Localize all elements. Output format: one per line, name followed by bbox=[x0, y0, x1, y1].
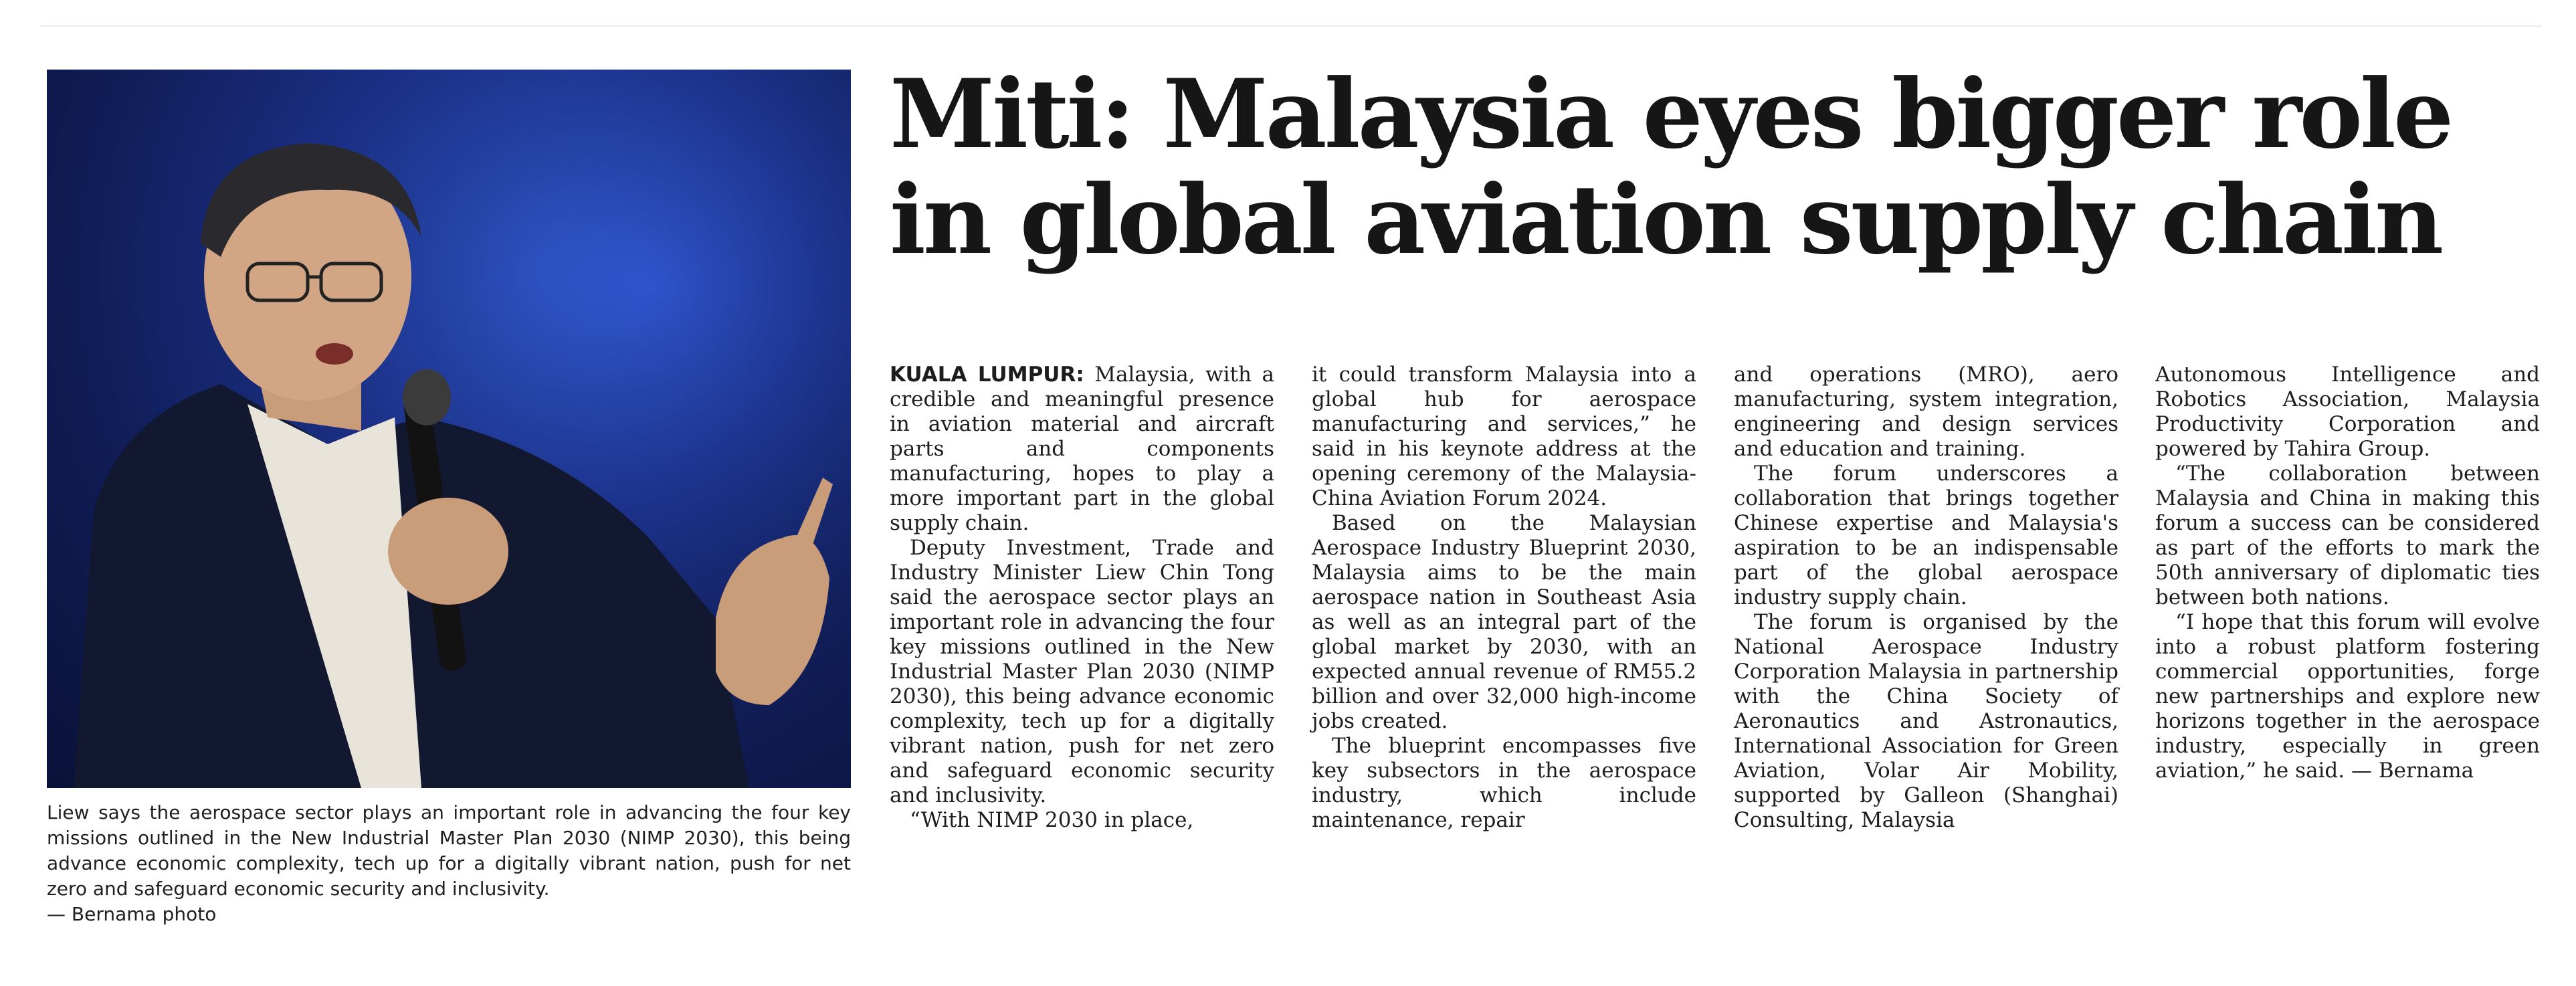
article-column-1 bbox=[890, 363, 1274, 833]
photo-caption bbox=[47, 800, 851, 927]
news-photo bbox=[47, 70, 851, 788]
headline-line-2: in global aviation supply chain bbox=[890, 165, 2442, 276]
headline-line-1: Miti: Malaysia eyes bigger role bbox=[890, 59, 2452, 170]
article-paragraph: The forum is organised by the National Aerospace Industry Corporation Malaysia in partnership with the China Society of Aeronautics and Astronautics, International Association for Green Aviation, Volar Air Mobility, supported by Galleon (Shanghai) Consulting, Malaysia bbox=[1734, 610, 2118, 832]
article-paragraph: Deputy Investment, Trade and Industry Minister Liew Chin Tong said the aerospace sector plays an important role in advancing the four key missions outlined in the New Industrial Master Plan 2030 (NIMP 2030), this being advance economic complexity, tech up for a digitally vibrant nation, push for net zero and safeguard economic security and inclusivity. bbox=[890, 536, 1274, 807]
article-paragraph: Autonomous Intelligence and Robotics Association, Malaysia Productivity Corporation and powered by Tahira Group. bbox=[2155, 363, 2540, 461]
headline bbox=[890, 59, 2522, 276]
article-paragraph: Based on the Malaysian Aerospace Industry Blueprint 2030, Malaysia aims to be the main aerospace nation in Southeast Asia as well as an integral part of the global market by 2030, with an expected annual revenue of RM55.2 billion and over 32,000 high-income jobs created. bbox=[1312, 511, 1696, 733]
article-paragraph: “The collaboration between Malaysia and China in making this forum a success can be considered as part of the efforts to mark the 50th anniversary of diplomatic ties between both nations. bbox=[2155, 462, 2540, 609]
article-column-2 bbox=[1312, 363, 1696, 833]
article-column-3 bbox=[1734, 363, 2118, 833]
caption-text: Liew says the aerospace sector plays an important role in advancing the four key missions outlined in the New Industrial Master Plan 2030 (NIMP 2030), this being advance economic complexity, tech up for a digitally vibrant nation, push for net zero and safeguard economic security and inclusivity. bbox=[47, 801, 851, 900]
photo-credit: — Bernama photo bbox=[47, 903, 217, 925]
article-paragraph: The blueprint encompasses five key subsectors in the aerospace industry, which include maintenance, repair bbox=[1312, 734, 1696, 832]
paragraph-text: Malaysia, with a credible and meaningful presence in aviation material and aircraft parts and components manufacturing, hopes to play a more important part in the global supply chain. bbox=[890, 363, 1274, 535]
article-paragraph: and operations (MRO), aero manufacturing, system integration, engineering and design services and education and training. bbox=[1734, 363, 2118, 461]
article-paragraph: “With NIMP 2030 in place, bbox=[910, 808, 1194, 832]
top-rule bbox=[40, 25, 2542, 27]
article-paragraph: it could transform Malaysia into a global hub for aerospace manufacturing and services,” he said in his keynote address at the opening ceremony of the Malaysia-China Aviation Forum 2024. bbox=[1312, 363, 1696, 510]
article-paragraph: The forum underscores a collaboration that brings together Chinese expertise and Malaysia's aspiration to be an indispensable part of the global aerospace industry supply chain. bbox=[1734, 462, 2118, 609]
article-column-4 bbox=[2155, 363, 2540, 783]
article-paragraph: “I hope that this forum will evolve into a robust platform fostering commercial opportunities, forge new partnerships and explore new horizons together in the aerospace industry, especially in green aviation,” he said. — Bernama bbox=[2155, 610, 2540, 783]
dateline: KUALA LUMPUR: bbox=[890, 363, 1084, 387]
article-paragraph bbox=[890, 363, 1274, 536]
speaker-illustration bbox=[47, 70, 851, 788]
